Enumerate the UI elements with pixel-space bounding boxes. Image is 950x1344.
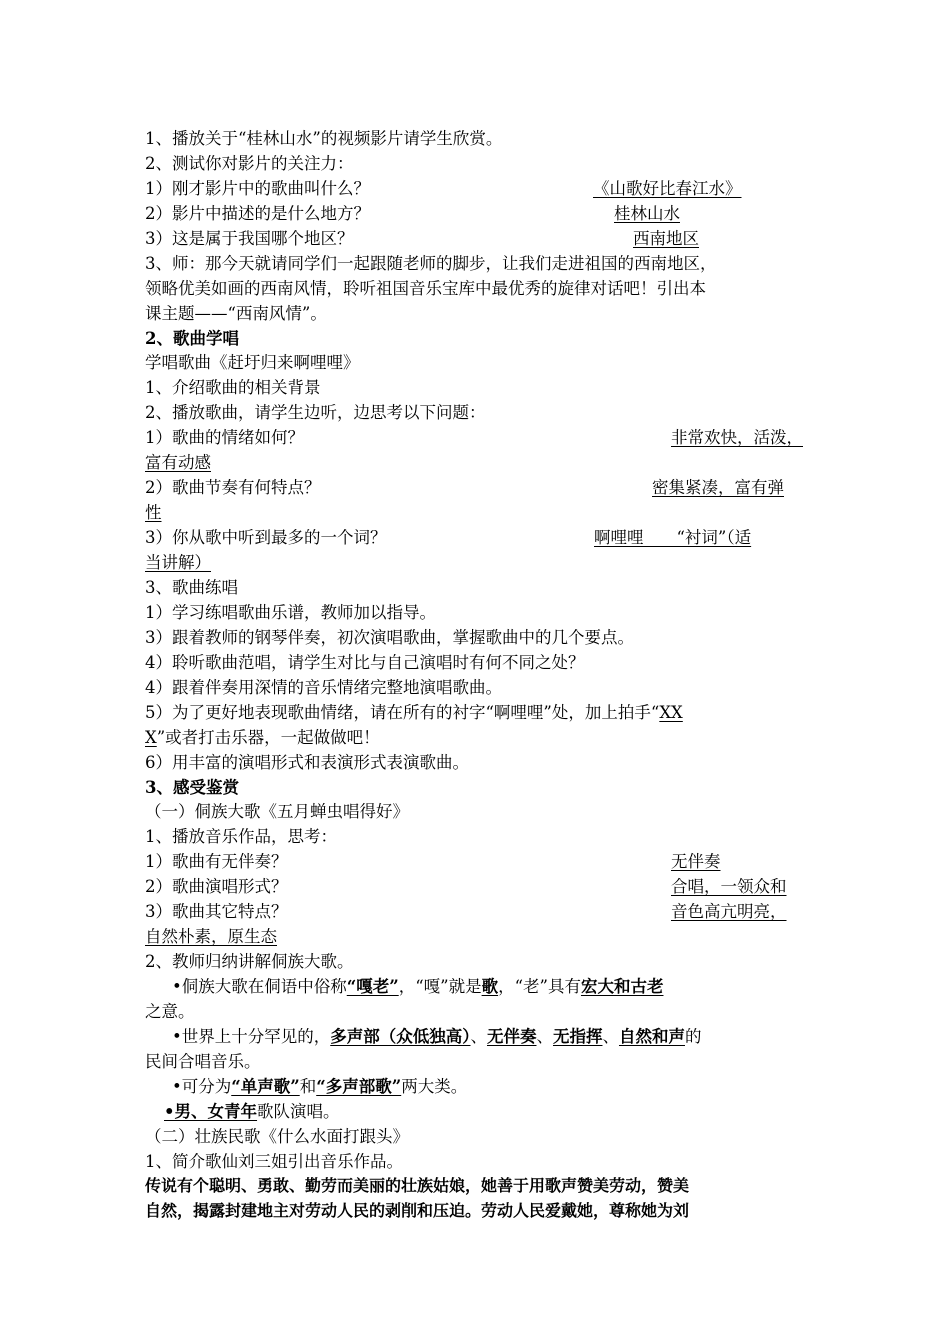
intro-line-2: 2、测试你对影片的关注力： [145, 154, 354, 173]
bullet-2-text: •世界上十分罕见的， [172, 1027, 331, 1046]
section-3-question-1: 1）歌曲有无伴奏？ [145, 852, 288, 871]
bullet-2-sep-2: 、 [536, 1027, 553, 1046]
section-2-answer-1b: 富有动感 [145, 453, 211, 472]
keyword-a-cappella: 无伴奏 [486, 1027, 537, 1046]
section-2-step-3: 3、歌曲练唱 [145, 578, 238, 597]
story-line-2: 自然，揭露封建地主对劳动人民的剥削和压迫。劳动人民爱戴她，尊称她为刘 [145, 1201, 690, 1220]
intro-line-3c: 课主题——“西南风情”。 [145, 304, 327, 323]
bullet-2-sep-1: 、 [470, 1027, 487, 1046]
bullet-3-text: •可分为 [172, 1077, 232, 1096]
keyword-youth-choir: •男、女青年 [164, 1102, 258, 1121]
practice-step-5-end: ”或者打击乐器，一起做做吧！ [156, 728, 380, 747]
bullet-3 [172, 1075, 467, 1099]
rhythm-pattern-b: X [145, 728, 157, 747]
section-3-answer-3a: 音色高亢明亮， [671, 902, 787, 921]
section-2-answer-3b: 当讲解） [145, 553, 211, 572]
bullet-2-post: 的 [684, 1027, 702, 1046]
story-line-1: 传说有个聪明、勇敢、勤劳而美丽的壮族姑娘，她善于用歌声赞美劳动，赞美 [145, 1176, 690, 1195]
keyword-polyphony: 多声部（众低独高） [330, 1027, 471, 1046]
intro-answer-1: 《山歌好比春江水》 [593, 179, 742, 198]
bullet-4 [164, 1100, 340, 1124]
intro-line-1: 1、播放关于“桂林山水”的视频影片请学生欣赏。 [145, 129, 503, 148]
keyword-multi-voice: “多声部歌” [316, 1077, 402, 1096]
section-2-answer-2b: 性 [145, 503, 162, 522]
intro-question-3: 3）这是属于我国哪个地区？ [145, 229, 354, 248]
bullet-2-line-1 [172, 1025, 701, 1049]
section-3-heading: 3、感受鉴赏 [145, 778, 239, 797]
intro-line-3b: 领略优美如画的西南风情，聆听祖国音乐宝库中最优秀的旋律对话吧！引出本 [145, 279, 706, 298]
bullet-1-mid-2: ，“老”具有 [498, 977, 581, 996]
intro-answer-2: 桂林山水 [614, 204, 680, 223]
section-3-answer-2: 合唱，一领众和 [671, 877, 787, 896]
practice-step-4: 4）跟着伴奏用深情的音乐情绪完整地演唱歌曲。 [145, 678, 502, 697]
keyword-natural-harmony: 自然和声 [618, 1027, 685, 1046]
section-2-question-1: 1）歌曲的情绪如何？ [145, 428, 304, 447]
subsection-1-title: （一）侗族大歌《五月蝉虫唱得好》 [145, 802, 409, 821]
bullet-4-post: 歌队演唱。 [257, 1102, 340, 1121]
section-3-task-1: 1、播放音乐作品，思考： [145, 827, 337, 846]
practice-step-5b [145, 726, 380, 750]
bullet-3-mid: 和 [299, 1077, 317, 1096]
section-2-step-2: 2、播放歌曲，请学生边听，边思考以下问题： [145, 403, 486, 422]
intro-question-2: 2）影片中描述的是什么地方？ [145, 204, 370, 223]
keyword-single-voice: “单声歌” [231, 1077, 300, 1096]
bullet-1-text: •侗族大歌在侗语中俗称 [172, 977, 347, 996]
bullet-1-line-2: 之意。 [145, 1002, 195, 1021]
bullet-2-line-2: 民间合唱音乐。 [145, 1052, 261, 1071]
subsection-2-title: （二）壮族民歌《什么水面打跟头》 [145, 1127, 409, 1146]
section-3-answer-1: 无伴奏 [671, 852, 721, 871]
practice-step-2: 3）跟着教师的钢琴伴奏，初次演唱歌曲，掌握歌曲中的几个要点。 [145, 628, 634, 647]
bullet-2-sep-3: 、 [602, 1027, 619, 1046]
section-3-question-3: 3）歌曲其它特点？ [145, 902, 288, 921]
section-2-song: 学唱歌曲《赶圩归来啊哩哩》 [145, 353, 360, 372]
section-2-step-1: 1、介绍歌曲的相关背景 [145, 378, 321, 397]
section-2-question-2: 2）歌曲节奏有何特点？ [145, 478, 321, 497]
section-2-answer-2a: 密集紧凑，富有弹 [652, 478, 784, 497]
section-3-answer-3b: 自然朴素，原生态 [145, 927, 277, 946]
intro-question-1: 1）刚才影片中的歌曲叫什么？ [145, 179, 370, 198]
section-2-answer-3a: 啊哩哩 “衬词”（适 [594, 528, 752, 547]
keyword-ge: 歌 [481, 977, 499, 996]
practice-step-5-text: 5）为了更好地表现歌曲情绪，请在所有的衬字“啊哩哩”处，加上拍手“ [145, 703, 660, 722]
section-3-question-2: 2）歌曲演唱形式？ [145, 877, 288, 896]
bullet-1-line-1 [172, 975, 663, 999]
practice-step-6: 6）用丰富的演唱形式和表演形式表演歌曲。 [145, 753, 469, 772]
section-3-task-3: 1、简介歌仙刘三姐引出音乐作品。 [145, 1152, 403, 1171]
section-2-answer-1a: 非常欢快，活泼， [671, 428, 803, 447]
intro-line-3a: 3、师：那今天就请同学们一起跟随老师的脚步，让我们走进祖国的西南地区， [145, 254, 717, 273]
bullet-3-post: 两大类。 [401, 1077, 468, 1096]
practice-step-3: 4）聆听歌曲范唱，请学生对比与自己演唱时有何不同之处？ [145, 653, 585, 672]
keyword-no-conductor: 无指挥 [552, 1027, 603, 1046]
section-2-question-3: 3）你从歌中听到最多的一个词？ [145, 528, 387, 547]
section-2-heading: 2、歌曲学唱 [145, 329, 239, 348]
intro-answer-3: 西南地区 [633, 229, 699, 248]
section-3-task-2: 2、教师归纳讲解侗族大歌。 [145, 952, 354, 971]
rhythm-pattern-a: XX [659, 703, 683, 722]
keyword-galao: “嘎老” [346, 977, 399, 996]
practice-step-5a [145, 701, 683, 725]
practice-step-1: 1）学习练唱歌曲乐谱，教师加以指导。 [145, 603, 436, 622]
keyword-grand-ancient: 宏大和古老 [580, 977, 664, 996]
bullet-1-mid-1: ，“嘎”就是 [398, 977, 482, 996]
